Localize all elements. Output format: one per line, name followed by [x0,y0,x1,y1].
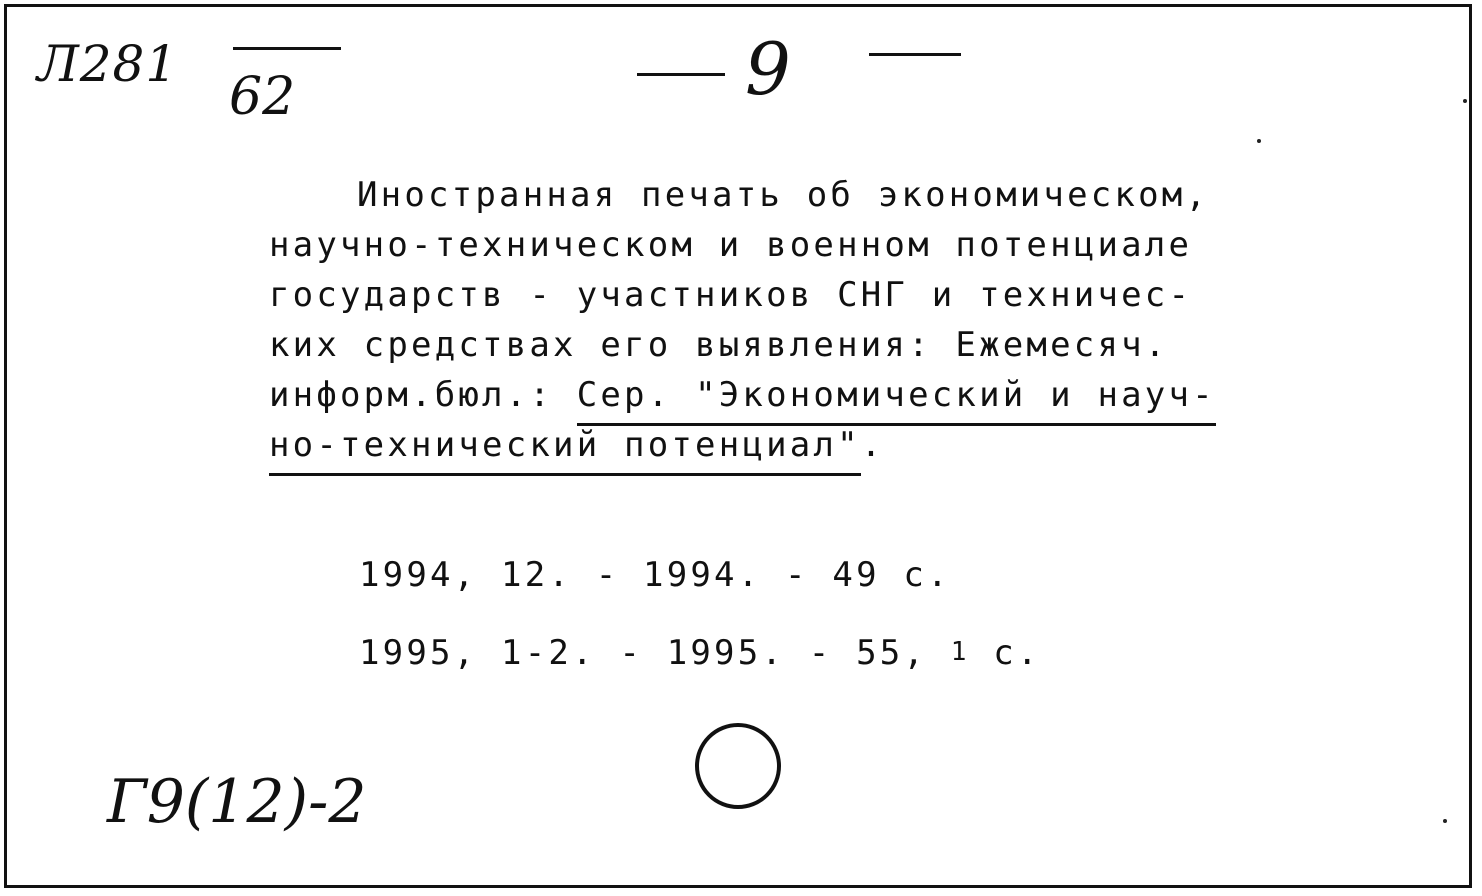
holdings-line-2-main: 1995, 1-2. - 1995. - 55, [359,633,928,673]
title-line-4: ких средствах его выявления: Ежемесяч. [269,325,1169,365]
speck [1257,139,1261,143]
title-line-3: государств - участников СНГ и техничес- [269,275,1193,315]
title-line-5 [269,375,1216,415]
page-number-dash-right [869,53,961,56]
holdings-line-2-end: с. [969,633,1041,673]
bulletin-label: информ.бюл.: [269,375,577,415]
speck [1443,819,1447,823]
speck [1463,99,1467,103]
page-number: 9 [745,27,791,111]
shelf-mark-fraction-bar [233,47,341,50]
series-title-part-1: Сер. "Экономический и науч- [577,375,1216,426]
card-punch-hole [695,723,781,809]
shelf-mark-denominator: 62 [229,67,296,127]
series-title-part-2: но-технический потенциал" [269,425,861,476]
title-line-2: научно-техническом и военном потенциале [269,225,1193,265]
holdings-line-2 [359,633,1041,673]
title-line-6 [269,425,884,465]
holdings-bracketed-page: 1 [950,637,970,667]
shelf-mark-number: Л281 [37,35,179,93]
title-line-1: Иностранная печать об экономическом, [357,175,1210,215]
classification-code: Г9(12)-2 [107,767,367,837]
holdings-line-1: 1994, 12. - 1994. - 49 с. [359,555,951,595]
catalog-card [4,4,1472,888]
title-end-period: . [860,425,885,465]
page-number-dash-left [637,73,725,76]
